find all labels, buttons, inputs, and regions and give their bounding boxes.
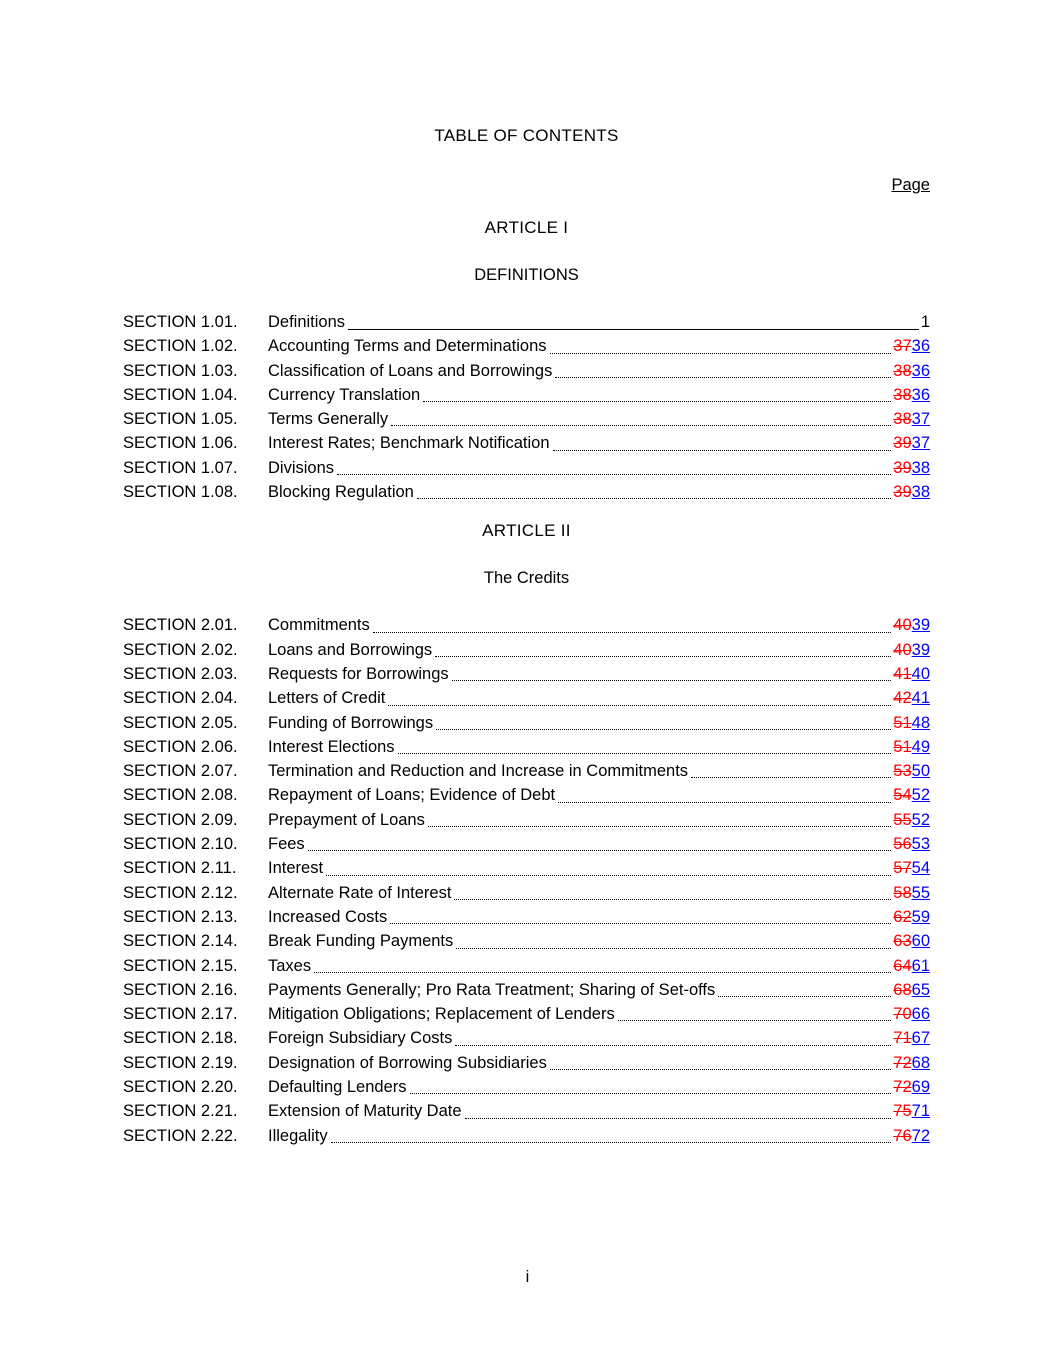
toc-entry xyxy=(123,1099,930,1123)
entry-title: Letters of Credit xyxy=(268,689,386,708)
deleted-page-number: 39 xyxy=(893,434,912,453)
leader-line xyxy=(337,474,891,475)
leader-line xyxy=(436,729,891,730)
deleted-page-number: 38 xyxy=(893,410,912,429)
section-number: SECTION 2.09. xyxy=(123,810,238,829)
toc-entry xyxy=(123,359,930,383)
articles xyxy=(123,219,930,1148)
inserted-page-number: 49 xyxy=(911,737,930,756)
page-numbers xyxy=(921,310,930,334)
entry-title: Requests for Borrowings xyxy=(268,664,449,683)
inserted-page-number: 36 xyxy=(911,385,930,404)
leader-line xyxy=(331,1142,892,1143)
leader-line xyxy=(454,899,891,900)
deleted-page-number: 40 xyxy=(893,640,912,659)
entry-title: Designation of Borrowing Subsidiaries xyxy=(268,1053,547,1072)
deleted-page-number: 75 xyxy=(893,1102,912,1121)
toc-entry xyxy=(123,856,930,880)
entry-title: Mitigation Obligations; Replacement of Lenders xyxy=(268,1005,615,1024)
toc-entry xyxy=(123,407,930,431)
page-numbers xyxy=(893,638,930,662)
deleted-page-number: 55 xyxy=(893,810,912,829)
section-number: SECTION 2.16. xyxy=(123,980,238,999)
article-block xyxy=(123,522,930,1148)
section-number: SECTION 2.05. xyxy=(123,713,238,732)
entry-title: Funding of Borrowings xyxy=(268,713,434,732)
deleted-page-number: 56 xyxy=(893,835,912,854)
inserted-page-number: 52 xyxy=(911,786,930,805)
toc-entry xyxy=(123,929,930,953)
entry-title: Payments Generally; Pro Rata Treatment; Sharing of Set-offs xyxy=(268,980,716,999)
page-numbers xyxy=(893,1099,930,1123)
inserted-page-number: 54 xyxy=(911,859,930,878)
deleted-page-number: 38 xyxy=(893,385,912,404)
leader-line xyxy=(691,777,891,778)
leader-line xyxy=(452,680,892,681)
leader-line xyxy=(417,498,891,499)
toc-entry xyxy=(123,480,930,504)
toc-entry xyxy=(123,334,930,358)
section-number: SECTION 1.08. xyxy=(123,483,238,502)
leader-line xyxy=(555,377,891,378)
toc-entry xyxy=(123,613,930,637)
page-numbers xyxy=(893,480,930,504)
entry-title: Increased Costs xyxy=(268,907,388,926)
inserted-page-number: 48 xyxy=(911,713,930,732)
deleted-page-number: 39 xyxy=(893,483,912,502)
toc-entry xyxy=(123,783,930,807)
inserted-page-number: 37 xyxy=(911,410,930,429)
section-number: SECTION 2.15. xyxy=(123,956,238,975)
toc-entries xyxy=(123,310,930,504)
page-numbers xyxy=(893,735,930,759)
toc-entry xyxy=(123,431,930,455)
article-subheading: The Credits xyxy=(483,569,570,588)
section-number: SECTION 1.03. xyxy=(123,361,238,380)
page-numbers xyxy=(893,905,930,929)
deleted-page-number: 72 xyxy=(893,1078,912,1097)
entry-title: Classification of Loans and Borrowings xyxy=(268,361,553,380)
inserted-page-number: 37 xyxy=(911,434,930,453)
leader-line xyxy=(550,353,892,354)
section-number: SECTION 2.18. xyxy=(123,1029,238,1048)
page-numbers xyxy=(893,383,930,407)
entry-title: Currency Translation xyxy=(268,385,421,404)
page-numbers xyxy=(893,1051,930,1075)
page-numbers xyxy=(893,832,930,856)
inserted-page-number: 50 xyxy=(911,762,930,781)
table-of-contents-title: TABLE OF CONTENTS xyxy=(434,126,619,145)
footer-page-number: i xyxy=(525,1268,530,1286)
leader-line xyxy=(410,1093,892,1094)
inserted-page-number: 52 xyxy=(911,810,930,829)
toc-entry xyxy=(123,1002,930,1026)
leader-line xyxy=(550,1069,891,1070)
inserted-page-number: 39 xyxy=(911,640,930,659)
article-heading: ARTICLE I xyxy=(484,218,569,237)
entry-title: Divisions xyxy=(268,458,335,477)
section-number: SECTION 1.01. xyxy=(123,313,238,331)
toc-entry xyxy=(123,686,930,710)
section-number: SECTION 2.06. xyxy=(123,737,238,756)
page-numbers xyxy=(893,686,930,710)
inserted-page-number: 65 xyxy=(911,980,930,999)
page-numbers xyxy=(893,662,930,686)
deleted-page-number: 68 xyxy=(893,980,912,999)
deleted-page-number: 51 xyxy=(893,737,912,756)
page-numbers xyxy=(893,929,930,953)
section-number: SECTION 2.19. xyxy=(123,1053,238,1072)
section-number: SECTION 2.12. xyxy=(123,883,238,902)
page-numbers xyxy=(893,711,930,735)
section-number: SECTION 2.04. xyxy=(123,689,238,708)
leader-line xyxy=(553,450,892,451)
leader-line xyxy=(391,425,891,426)
inserted-page-number: 67 xyxy=(911,1029,930,1048)
leader-line xyxy=(435,656,891,657)
inserted-page-number: 71 xyxy=(911,1102,930,1121)
toc-entry xyxy=(123,383,930,407)
section-number: SECTION 2.22. xyxy=(123,1126,238,1145)
deleted-page-number: 41 xyxy=(893,664,912,683)
inserted-page-number: 40 xyxy=(911,664,930,683)
toc-entries xyxy=(123,613,930,1148)
toc-entry xyxy=(123,1075,930,1099)
deleted-page-number: 71 xyxy=(893,1029,912,1048)
inserted-page-number: 55 xyxy=(911,883,930,902)
entry-title: Terms Generally xyxy=(268,410,389,429)
inserted-page-number: 41 xyxy=(911,689,930,708)
toc-entry xyxy=(123,808,930,832)
deleted-page-number: 37 xyxy=(893,337,912,356)
section-number: SECTION 1.07. xyxy=(123,458,238,477)
entry-title: Definitions xyxy=(268,313,346,331)
page-numbers xyxy=(893,1124,930,1148)
section-number: SECTION 2.08. xyxy=(123,786,238,805)
leader-line xyxy=(465,1118,892,1119)
page-numbers xyxy=(893,1002,930,1026)
page-numbers xyxy=(893,334,930,358)
deleted-page-number: 51 xyxy=(893,713,912,732)
toc-entry xyxy=(123,881,930,905)
page-numbers xyxy=(893,456,930,480)
entry-title: Interest Rates; Benchmark Notification xyxy=(268,434,550,453)
toc-entry xyxy=(123,711,930,735)
leader-line xyxy=(398,753,892,754)
section-number: SECTION 2.13. xyxy=(123,907,238,926)
page-numbers xyxy=(893,431,930,455)
toc-entry xyxy=(123,1026,930,1050)
deleted-page-number: 64 xyxy=(893,956,912,975)
entry-title: Loans and Borrowings xyxy=(268,640,433,659)
toc-entry xyxy=(123,954,930,978)
entry-title: Blocking Regulation xyxy=(268,483,414,502)
entry-title: Foreign Subsidiary Costs xyxy=(268,1029,453,1048)
entry-title: Extension of Maturity Date xyxy=(268,1102,462,1121)
toc-entry xyxy=(123,735,930,759)
deleted-page-number: 63 xyxy=(893,932,912,951)
leader-line xyxy=(314,972,891,973)
entry-title: Fees xyxy=(268,835,305,854)
deleted-page-number: 70 xyxy=(893,1005,912,1024)
entry-title: Defaulting Lenders xyxy=(268,1078,407,1097)
inserted-page-number: 60 xyxy=(911,932,930,951)
page-column-label: Page xyxy=(891,176,930,194)
inserted-page-number: 59 xyxy=(911,907,930,926)
section-number: SECTION 1.04. xyxy=(123,385,238,404)
page-column-header-row xyxy=(123,176,930,194)
deleted-page-number: 39 xyxy=(893,458,912,477)
entry-title: Interest xyxy=(268,859,324,878)
leader-line xyxy=(390,923,891,924)
inserted-page-number: 36 xyxy=(911,337,930,356)
section-number: SECTION 1.02. xyxy=(123,337,238,356)
inserted-page-number: 72 xyxy=(911,1126,930,1145)
entry-title: Break Funding Payments xyxy=(268,932,454,951)
leader-line xyxy=(373,632,892,633)
entry-title: Prepayment of Loans xyxy=(268,810,425,829)
page-numbers xyxy=(893,359,930,383)
deleted-page-number: 53 xyxy=(893,762,912,781)
entry-title: Termination and Reduction and Increase in Commitments xyxy=(268,762,689,781)
inserted-page-number: 69 xyxy=(911,1078,930,1097)
deleted-page-number: 62 xyxy=(893,907,912,926)
page-numbers xyxy=(893,808,930,832)
leader-line xyxy=(558,802,891,803)
toc-entry xyxy=(123,456,930,480)
leader-line xyxy=(618,1020,892,1021)
section-number: SECTION 2.10. xyxy=(123,835,238,854)
inserted-page-number: 38 xyxy=(911,483,930,502)
page-numbers xyxy=(893,1075,930,1099)
deleted-page-number: 76 xyxy=(893,1126,912,1145)
toc-entry xyxy=(123,638,930,662)
section-number: SECTION 2.07. xyxy=(123,762,238,781)
inserted-page-number: 38 xyxy=(911,458,930,477)
toc-entry xyxy=(123,1051,930,1075)
toc-entry xyxy=(123,1124,930,1148)
page-numbers xyxy=(893,759,930,783)
entry-title: Taxes xyxy=(268,956,312,975)
inserted-page-number: 53 xyxy=(911,835,930,854)
leader-line xyxy=(456,948,891,949)
leader-line xyxy=(326,875,891,876)
section-number: SECTION 2.14. xyxy=(123,932,238,951)
section-number: SECTION 1.06. xyxy=(123,434,238,453)
entry-title: Interest Elections xyxy=(268,737,395,756)
page-numbers xyxy=(893,613,930,637)
leader-line xyxy=(428,826,891,827)
page-numbers xyxy=(893,954,930,978)
deleted-page-number: 40 xyxy=(893,616,912,635)
article-heading: ARTICLE II xyxy=(482,521,571,541)
leader-line xyxy=(423,401,891,402)
section-number: SECTION 2.21. xyxy=(123,1102,238,1121)
page-number: 1 xyxy=(920,313,930,331)
deleted-page-number: 38 xyxy=(893,361,912,380)
page-numbers xyxy=(893,881,930,905)
page-numbers xyxy=(893,783,930,807)
inserted-page-number: 39 xyxy=(911,616,930,635)
entry-title: Repayment of Loans; Evidence of Debt xyxy=(268,786,556,805)
entry-title: Commitments xyxy=(268,616,370,635)
deleted-page-number: 72 xyxy=(893,1053,912,1072)
section-number: SECTION 2.11. xyxy=(123,859,237,878)
deleted-page-number: 58 xyxy=(893,883,912,902)
inserted-page-number: 66 xyxy=(911,1005,930,1024)
deleted-page-number: 54 xyxy=(893,786,912,805)
toc-entry xyxy=(123,832,930,856)
deleted-page-number: 57 xyxy=(893,859,912,878)
page-numbers xyxy=(893,856,930,880)
entry-title: Accounting Terms and Determinations xyxy=(268,337,547,356)
article-subheading: DEFINITIONS xyxy=(474,266,579,284)
article-block xyxy=(123,219,930,504)
leader-line xyxy=(718,996,891,997)
toc-entry xyxy=(123,759,930,783)
leader-line xyxy=(308,850,892,851)
leader-line xyxy=(348,329,919,330)
entry-title: Alternate Rate of Interest xyxy=(268,883,452,902)
section-number: SECTION 2.02. xyxy=(123,640,238,659)
inserted-page-number: 36 xyxy=(911,361,930,380)
toc-entry xyxy=(123,978,930,1002)
leader-line xyxy=(455,1045,891,1046)
deleted-page-number: 42 xyxy=(893,689,912,708)
section-number: SECTION 2.17. xyxy=(123,1005,238,1024)
page-numbers xyxy=(893,1026,930,1050)
section-number: SECTION 2.03. xyxy=(123,664,238,683)
leader-line xyxy=(388,705,891,706)
inserted-page-number: 61 xyxy=(911,956,930,975)
section-number: SECTION 2.01. xyxy=(123,616,238,635)
toc-entry xyxy=(123,310,930,334)
page-numbers xyxy=(893,978,930,1002)
section-number: SECTION 2.20. xyxy=(123,1078,238,1097)
section-number: SECTION 1.05. xyxy=(123,410,238,429)
entry-title: Illegality xyxy=(268,1126,328,1145)
page-numbers xyxy=(893,407,930,431)
toc-entry xyxy=(123,905,930,929)
inserted-page-number: 68 xyxy=(911,1053,930,1072)
toc-entry xyxy=(123,662,930,686)
